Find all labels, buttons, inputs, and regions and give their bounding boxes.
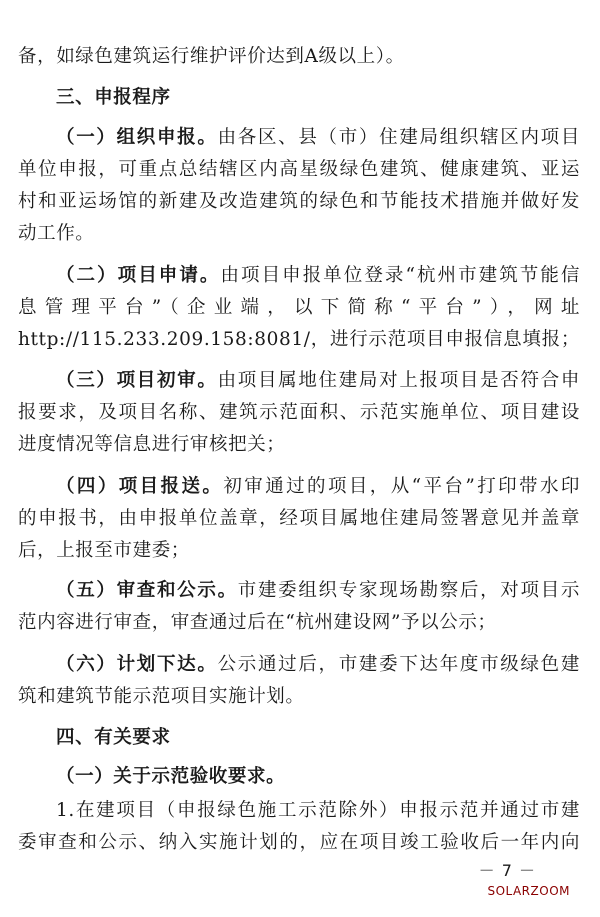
text-line: （二）项目申请。由项目申报单位登录“杭州市建筑节能信: [56, 265, 580, 286]
text-line: 后，上报至市建委；: [18, 540, 190, 561]
text-line: 备，如绿色建筑运行维护评价达到A级以上）。: [18, 46, 405, 67]
subsection-heading: （一）关于示范验收要求。: [56, 766, 286, 787]
text-line: 筑和建筑节能示范项目实施计划。: [18, 686, 305, 707]
watermark-logo: SOLARZOOM: [487, 884, 570, 898]
text-line: 村和亚运场馆的新建及改造建筑的绿色和节能技术措施并做好发: [18, 191, 580, 212]
item-label: （六）计划下达。: [56, 654, 218, 675]
text-line: 进度情况等信息进行审核把关；: [18, 434, 286, 455]
page-number: － 7 －: [478, 861, 536, 880]
text-line: 范内容进行审查，审查通过后在“杭州建设网”予以公示；: [18, 612, 497, 633]
text-line: http://115.233.209.158:8081/，进行示范项目申报信息填报；: [18, 329, 580, 350]
item-label: （一）组织申报。: [56, 127, 218, 148]
text-line: （五）审查和公示。市建委组织专家现场勘察后，对项目示: [56, 580, 580, 601]
text-line: 报要求，及项目名称、建筑示范面积、示范实施单位、项目建设: [18, 402, 580, 423]
text-line: 单位申报，可重点总结辖区内高星级绿色建筑、健康建筑、亚运: [18, 159, 580, 180]
text-line: 息管理平台”（企业端，以下简称“平台”），网址: [18, 297, 580, 318]
text-line: 委审查和公示、纳入实施计划的，应在项目竣工验收后一年内向: [18, 832, 580, 853]
text-line: （六）计划下达。公示通过后，市建委下达年度市级绿色建: [56, 654, 580, 675]
section-heading: 三、申报程序: [56, 87, 171, 108]
text-line: 1.在建项目（申报绿色施工示范除外）申报示范并通过市建: [56, 800, 580, 821]
text-line: （一）组织申报。由各区、县（市）住建局组织辖区内项目: [56, 127, 580, 148]
text-line: （三）项目初审。由项目属地住建局对上报项目是否符合申: [56, 370, 580, 391]
section-heading: 四、有关要求: [56, 727, 171, 748]
item-label: （二）项目申请。: [56, 265, 221, 286]
item-label: （四）项目报送。: [56, 476, 224, 497]
item-label: （五）审查和公示。: [56, 580, 238, 601]
text-line: （四）项目报送。初审通过的项目，从“平台”打印带水印: [56, 476, 580, 497]
text-line: 的申报书，由申报单位盖章，经项目属地住建局签署意见并盖章: [18, 508, 580, 529]
item-label: （三）项目初审。: [56, 370, 218, 391]
text-line: 动工作。: [18, 223, 95, 244]
